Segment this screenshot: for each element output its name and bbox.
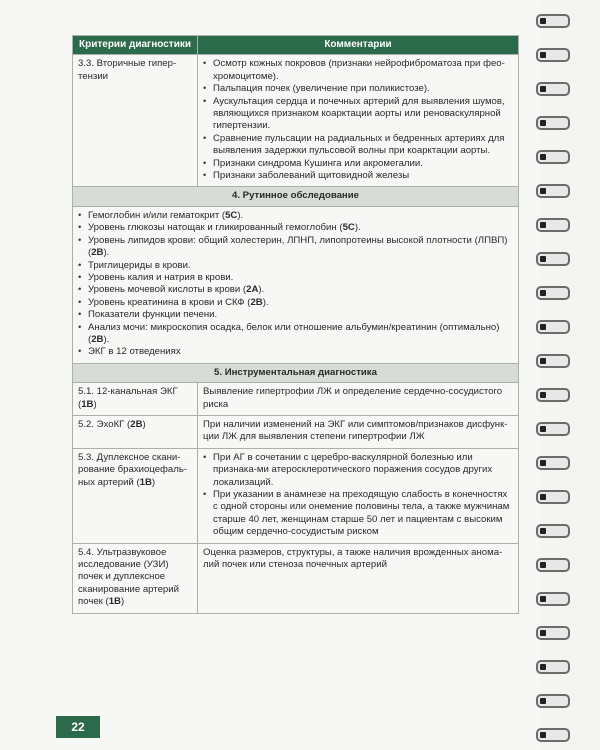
criterion-5-3: 5.3. Дуплексное скани-рование брахиоцефаль-ных артерий (1В) xyxy=(73,448,198,543)
criterion-3-3: 3.3. Вторичные гипер-тензии xyxy=(73,55,198,187)
binding-hole xyxy=(540,52,546,58)
table-header-row xyxy=(73,36,519,55)
binding-hole xyxy=(540,528,546,534)
list-item: • Признаки синдрома Кушинга или акромегалии. xyxy=(203,158,513,170)
binding-hole xyxy=(540,732,546,738)
header-criteria: Критерии диагностики xyxy=(73,36,198,55)
binding-hole xyxy=(540,256,546,262)
table-row xyxy=(73,448,519,543)
binding-hole xyxy=(540,86,546,92)
binding-hole xyxy=(540,392,546,398)
list-item: • Уровень креатинина в крови и СКФ (2В). xyxy=(78,297,513,309)
list-item: • При указании в анамнезе на преходящую слабость в конечностях с одной стороны или онемение половины тела, а также мужчинам старше 40 лет, женщинам старше 50 лет и пациентам с высоким общим сердечно-сосудистым риском xyxy=(203,489,513,539)
binding-hole xyxy=(540,630,546,636)
binding-hole xyxy=(540,562,546,568)
criterion-5-2: 5.2. ЭхоКГ (2В) xyxy=(73,415,198,448)
binding-hole xyxy=(540,290,546,296)
binding-hole xyxy=(540,18,546,24)
comments-5-2: При наличии изменений на ЭКГ или симптомов/признаков дисфунк-ции ЛЖ для выявления степени гипертрофии ЛЖ xyxy=(198,415,519,448)
list-item: • Анализ мочи: микроскопия осадка, белок или отношение альбумин/креатинин (оптимально) (2В). xyxy=(78,322,513,347)
binding-hole xyxy=(540,426,546,432)
list-item: • Триглицериды в крови. xyxy=(78,260,513,272)
section-header-4: 4. Рутинное обследование xyxy=(73,187,519,206)
table-row xyxy=(73,415,519,448)
page-number: 22 xyxy=(56,716,100,738)
binding-hole xyxy=(540,324,546,330)
list-item: • Аускультация сердца и почечных артерий для выявления шумов, являющихся признаком коарктации аорты или реноваскулярной гипертензии. xyxy=(203,96,513,133)
routine-exam-list xyxy=(78,210,513,359)
list-item: • Пальпация почек (увеличение при поликистозе). xyxy=(203,83,513,95)
binding-hole xyxy=(540,494,546,500)
routine-exam-list-cell xyxy=(73,206,519,363)
list-item: • ЭКГ в 12 отведениях xyxy=(78,346,513,358)
section-header-5: 5. Инструментальная диагностика xyxy=(73,363,519,382)
binding-hole xyxy=(540,596,546,602)
table-row xyxy=(73,383,519,416)
table-row xyxy=(73,543,519,613)
binding-hole xyxy=(540,698,546,704)
list-item: • Уровень мочевой кислоты в крови (2А). xyxy=(78,284,513,296)
criterion-5-1: 5.1. 12-канальная ЭКГ (1В) xyxy=(73,383,198,416)
list-item: • Уровень липидов крови: общий холестерин, ЛПНП, липопротеины высокой плотности (ЛПВП) (2В). xyxy=(78,235,513,260)
binding-hole xyxy=(540,222,546,228)
header-comments: Комментарии xyxy=(198,36,519,55)
binding-hole xyxy=(540,188,546,194)
list-item: • Уровень калия и натрия в крови. xyxy=(78,272,513,284)
comments-3-3 xyxy=(198,55,519,187)
binding-hole xyxy=(540,664,546,670)
list-item: • Показатели функции печени. xyxy=(78,309,513,321)
binding-hole xyxy=(540,120,546,126)
list-item: • При АГ в сочетании с церебро-васкулярной болезнью или признака-ми атеросклеротического поражения сосудов других локализаций. xyxy=(203,452,513,489)
comments-5-4: Оценка размеров, структуры, а также наличия врожденных анома-лий почек или стеноза почечных артерий xyxy=(198,543,519,613)
list-item: • Уровень глюкозы натощак и гликированный гемоглобин (5С). xyxy=(78,222,513,234)
spiral-binding xyxy=(530,0,600,750)
comments-5-1: Выявление гипертрофии ЛЖ и определение сердечно-сосудистого риска xyxy=(198,383,519,416)
binding-hole xyxy=(540,154,546,160)
binding-hole xyxy=(540,460,546,466)
comments-5-3 xyxy=(198,448,519,543)
binding-hole xyxy=(540,358,546,364)
list-item: • Сравнение пульсации на радиальных и бедренных артериях для выявления задержки пульсовой волны при коарктации аорты. xyxy=(203,133,513,158)
table-row xyxy=(73,55,519,187)
diagnostics-table xyxy=(72,35,519,614)
list-item: • Осмотр кожных покровов (признаки нейрофиброматоза при фео-хромоцитоме). xyxy=(203,58,513,83)
criterion-5-4: 5.4. Ультразвуковое исследование (УЗИ) почек и дуплексное сканирование артерий почек (1В) xyxy=(73,543,198,613)
list-item: • Гемоглобин и/или гематокрит (5С). xyxy=(78,210,513,222)
list-item: • Признаки заболеваний щитовидной железы xyxy=(203,170,513,182)
table-row xyxy=(73,206,519,363)
